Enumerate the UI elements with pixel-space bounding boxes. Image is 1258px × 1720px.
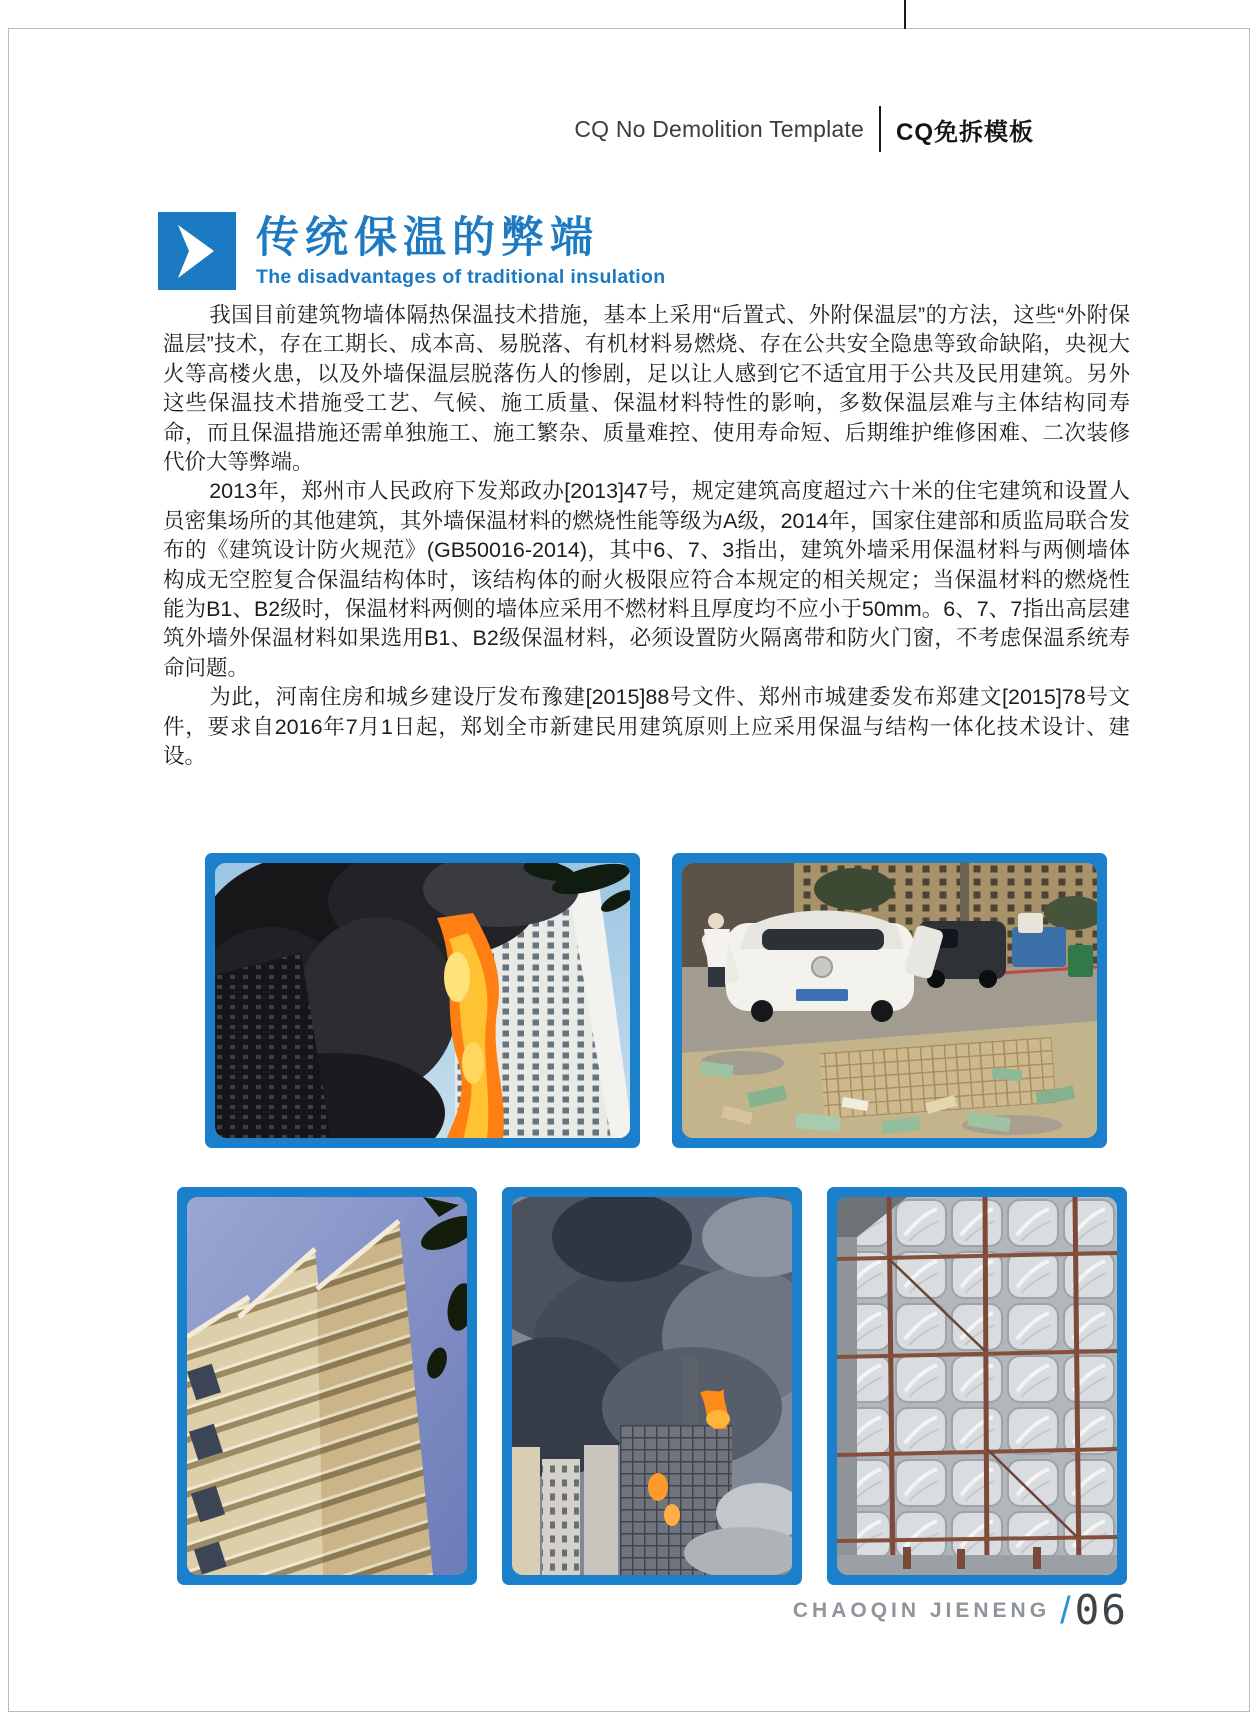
photo-construction-fire [502,1187,802,1585]
photo-debris-car [672,853,1107,1148]
photo-insulation-wrapped-facade [827,1187,1127,1585]
photo-highrise-fire [205,853,640,1148]
footer-separator: / [1060,1589,1071,1632]
arrow-icon [158,212,236,290]
paragraph-2: 2013年，郑州市人民政府下发郑政办[2013]47号，规定建筑高度超过六十米的住宅建筑和设置人员密集场所的其他建筑，其外墙保温材料的燃烧性能等级为A级，2014年，国家住建部和质监局联合发布的《建筑设计防火规范》(GB50016-2014)，其中6、7、3指出，建筑外墙采用保温材料与两侧墙体构成无空腔复合保温结构体时，该结构体的耐火极限应符合本规定的相关规定；当保温材料的燃烧性能为B1、B2级时，保温材料两侧的墙体应采用不燃材料且厚度均不应小于50mm。6、7、7指出高层建筑外墙外保温材料如果选用B1、B2级保温材料，必须设置防火隔离带和防火门窗，不考虑保温系统寿命问题。 [163,479,1130,680]
section-title-text [256,216,665,289]
photo-debris-car-image [682,863,1097,1138]
section-title-en: The disadvantages of traditional insulation [256,266,666,289]
page-footer [0,1586,1128,1634]
photo-facade-insulation-failure-image [187,1197,467,1575]
photo-insulation-wrapped-facade-image [837,1197,1117,1575]
paragraph-3: 为此，河南住房和城乡建设厅发布豫建[2015]88号文件、郑州市城建委发布郑建文[2015]78号文件，要求自2016年7月1日起，郑划全市新建民用建筑原则上应采用保温与结构一体化技术设计、建设。 [163,685,1130,769]
page-number: 06 [1074,1586,1128,1634]
photo-construction-fire-image [512,1197,792,1575]
page-header [0,106,1034,152]
photo-facade-insulation-failure [177,1187,477,1585]
section-title-cn: 传统保温的弊端 [256,214,599,262]
header-title-en: CQ No Demolition Template [574,115,864,142]
footer-brand: CHAOQIN JIENENG [792,1598,1051,1622]
photo-highrise-fire-image [215,863,630,1138]
paragraph-1: 我国目前建筑物墙体隔热保温技术措施，基本上采用“后置式、外附保温层”的方法，这些“外附保温层”技术，存在工期长、成本高、易脱落、有机材料易燃烧、存在公共安全隐患等致命缺陷，央视大火等高楼火患，以及外墙保温层脱落伤人的惨剧，足以让人感到它不适宜用于公共及民用建筑。另外这些保温技术措施受工艺、气候、施工质量、保温材料特性的影响，多数保温层难与主体结构同寿命，而且保温措施还需单独施工、施工繁杂、质量难控、使用寿命短、后期维护维修困难、二次装修代价大等弊端。 [163,303,1130,475]
top-divider-tick [904,0,906,29]
article-body [163,301,1130,772]
section-title-block [158,212,665,290]
header-title-cn: CQ免拆模板 [896,118,1034,146]
